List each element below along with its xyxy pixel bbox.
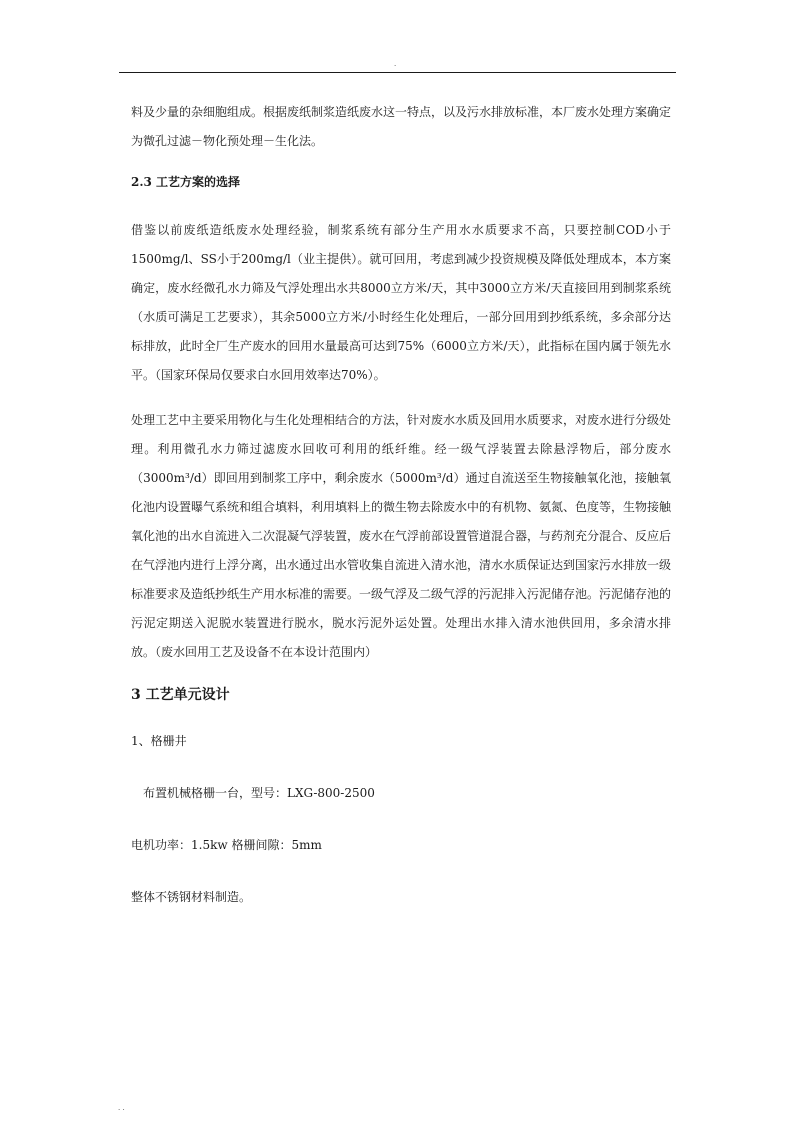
spec-grille-material: 整体不锈钢材料制造。 xyxy=(131,890,252,904)
spec-grille-power: 电机功率：1.5kw 格栅间隙：5mm xyxy=(131,838,322,852)
paragraph-process-selection: 借鉴以前废纸造纸废水处理经验，制浆系统有部分生产用水水质要求不高，只要控制COD小于1500mg/l、SS小于200mg/l（业主提供）。就可回用，考虑到减少投资规模及降低处理成本，本方案确定，废水经微孔水力筛及气浮处理出水共8000立方米/天，其中3000立方米/天直接回用到制浆系统（水质可满足工艺要求），其余5000立方米/小时经生化处理后，一部分回用到抄纸系统，多余部分达标排放，此时全厂生产废水的回用水量最高可达到75%（6000立方米/天），此指标在国内属于领先水平。（国家环保局仅要求白水回用效率达70%）。 xyxy=(131,223,671,382)
spec-grille-model: 布置机械格栅一台，型号：LXG-800-2500 xyxy=(143,786,375,800)
footer-mark: . . xyxy=(118,1104,125,1112)
section-heading-3: 3 工艺单元设计 xyxy=(131,687,230,703)
paragraph-intro: 料及少量的杂细胞组成。根据废纸制浆造纸废水这一特点，以及污水排放标准，本厂废水处理方案确定为微孔过滤－物化预处理－生化法。 xyxy=(131,105,672,148)
item-heading-grille: 1、格栅井 xyxy=(131,734,187,748)
paragraph-process-description: 处理工艺中主要采用物化与生化处理相结合的方法，针对废水水质及回用水质要求，对废水进行分级处理。利用微孔水力筛过滤废水回收可利用的纸纤维。经一级气浮装置去除悬浮物后，部分废水（3000m³/d）即回用到制浆工序中，剩余废水（5000m³/d）通过自流送至生物接触氧化池，接触氧化池内设置曝气系统和组合填料，利用填料上的微生物去除废水中的有机物、氨氮、色度等，生物接触氧化池的出水自流进入二次混凝气浮装置，废水在气浮前部设置管道混合器，与药剂充分混合、反应后在气浮池内进行上浮分离，出水通过出水管收集自流进入清水池，清水水质保证达到国家污水排放一级标准要求及造纸抄纸生产用水标准的需要。一级气浮及二级气浮的污泥排入污泥储存池。污泥储存池的污泥定期送入泥脱水装置进行脱水，脱水污泥外运处置。处理出水排入清水池供回用，多余清水排放。（废水回用工艺及设备不在本设计范围内） xyxy=(131,413,672,659)
header-rule xyxy=(119,72,676,73)
document-body xyxy=(131,98,671,935)
header-mark: . xyxy=(394,60,397,68)
section-heading-2-3: 2.3 工艺方案的选择 xyxy=(131,175,241,189)
